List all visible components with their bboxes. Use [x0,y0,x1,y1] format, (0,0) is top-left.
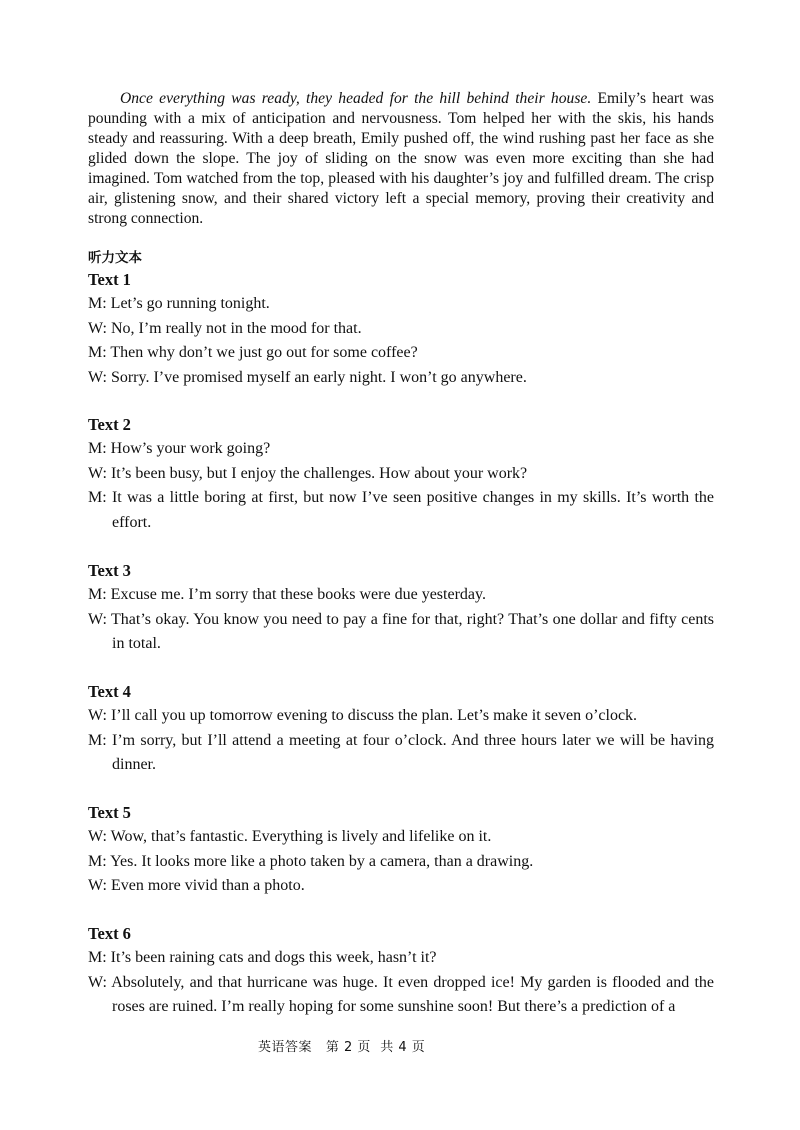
dialogue-line: M: How’s your work going? [88,440,271,457]
text-title: Text 6 [88,924,131,943]
essay-italic-opening: Once everything was ready, they headed for the hill behind their house. [120,90,592,107]
dialogue-line: M: Yes. It looks more like a photo taken by a camera, than a drawing. [88,852,534,870]
dialogue-line: M: I’m sorry, but I’ll attend a meeting at four o’clock. And three hours later we will be having dinner. [88,731,714,773]
text-title: Text 5 [88,803,131,822]
essay-body: Emily’s heart was pounding with a mix of anticipation and nervousness. Tom helped her with the skis, his hands steady and reassuring. With a deep breath, Emily pushed off, the wind rushing past her face as she glided down the slope. The joy of sliding on the snow was even more exciting than she had imagined. Tom watched from the top, pleased with his daughter’s joy and fulfilled dream. The crisp air, glistening snow, and their shared victory left a special memory, proving their creativity and strong connection. [88,90,714,227]
text-title: Text 3 [88,561,131,580]
text-block-6 [88,922,714,1020]
dialogue-line: M: Excuse me. I’m sorry that these books were due yesterday. [88,586,486,603]
dialogue-line: W: I’ll call you up tomorrow evening to discuss the plan. Let’s make it seven o’clock. [88,707,638,724]
text-title: Text 4 [88,682,131,701]
text-block-5 [88,801,714,899]
dialogue-line: M: It’s been raining cats and dogs this week, hasn’t it? [88,949,437,966]
dialogue-line: M: It was a little boring at first, but now I’ve seen positive changes in my skills. It’s worth the effort. [88,489,714,531]
dialogue-line: W: It’s been busy, but I enjoy the challenges. How about your work? [88,464,528,482]
essay-paragraph [88,89,714,229]
text-block-1 [88,268,714,390]
dialogue-line: W: Sorry. I’ve promised myself an early night. I won’t go anywhere. [88,368,527,386]
dialogue-line: M: Then why don’t we just go out for some coffee? [88,344,418,361]
text-title: Text 1 [88,270,131,289]
dialogue-line: W: That’s okay. You know you need to pay a fine for that, right? That’s one dollar and fifty cents in total. [88,610,714,652]
dialogue-line: M: Let’s go running tonight. [88,295,270,312]
dialogue-line: W: Wow, that’s fantastic. Everything is lively and lifelike on it. [88,828,492,845]
text-block-2 [88,413,714,535]
dialogue-line: W: No, I’m really not in the mood for that. [88,319,362,337]
text-block-4 [88,680,714,778]
text-title: Text 2 [88,415,131,434]
section-heading: 听力文本 [88,250,142,266]
dialogue-line: W: Even more vivid than a photo. [88,877,305,894]
dialogue-line: W: Absolutely, and that hurricane was huge. It even dropped ice! My garden is flooded and the roses are ruined. I’m really hoping for some sunshine soon! But there’s a prediction of a [88,973,714,1015]
text-block-3 [88,559,714,657]
page-footer: 英语答案 第 2 页 共 4 页 [258,1040,426,1055]
